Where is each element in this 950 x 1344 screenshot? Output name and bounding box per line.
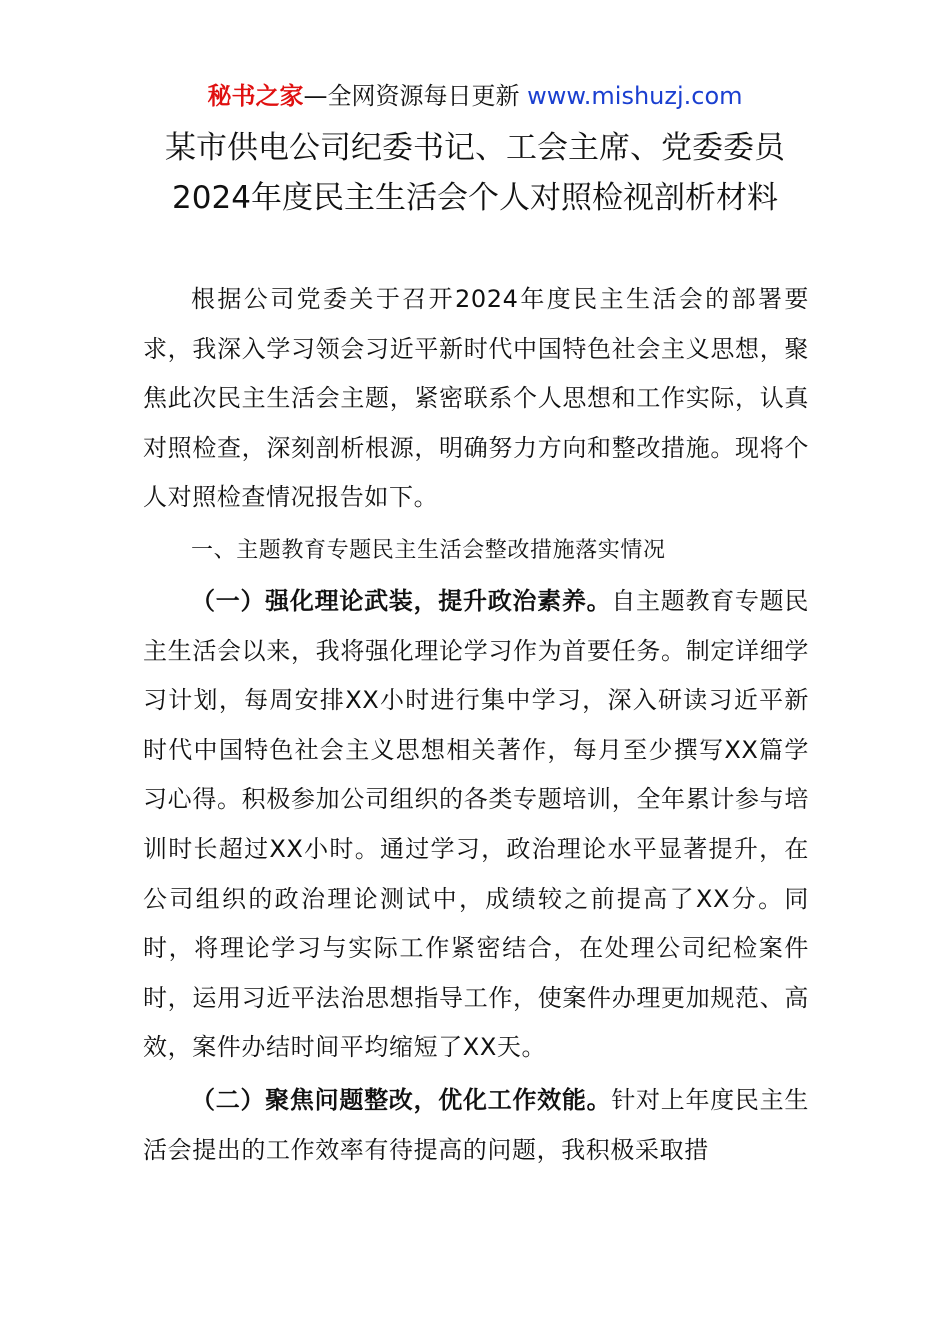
item-heading-2: （二）聚焦问题整改，优化工作效能。 [191,1085,612,1114]
item-paragraph-1 [143,577,809,1073]
banner-brand: 秘书之家 [207,82,304,110]
section-heading-1: 一、主题教育专题民主生活会整改措施落实情况 [191,537,666,563]
item-text-2: 针对上年度民主生活会提出的工作效率有待提高的问题，我积极采取措 [143,1085,809,1164]
banner-site-link[interactable]: www.mishuzj.com [527,82,743,110]
document-title-line-1: 某市供电公司纪委书记、工会主席、党委委员 [165,130,785,166]
item-heading-1: （一）强化理论武装，提升政治素养。 [191,586,612,615]
document-body [143,275,809,1175]
site-banner [0,80,950,112]
banner-tagline: —全网资源每日更新 [303,82,520,110]
item-text-1: 自主题教育专题民主生活会以来，我将强化理论学习作为首要任务。制定详细学习计划，每周安排XX小时进行集中学习，深入研读习近平新时代中国特色社会主义思想相关著作，每月至少撰写XX篇学习心得。积极参加公司组织的各类专题培训，全年累计参与培训时长超过XX小时。通过学习，政治理论水平显著提升，在公司组织的政治理论测试中，成绩较之前提高了XX分。同时，将理论学习与实际工作紧密结合，在处理公司纪检案件时，运用习近平法治思想指导工作，使案件办理更加规范、高效，案件办结时间平均缩短了XX天。 [143,586,809,1062]
item-paragraph-2 [143,1076,809,1175]
document-title-line-2: 2024年度民主生活会个人对照检视剖析材料 [172,180,778,216]
intro-paragraph: 根据公司党委关于召开2024年度民主生活会的部署要求，我深入学习领会习近平新时代中国特色社会主义思想，聚焦此次民主生活会主题，紧密联系个人思想和工作实际，认真对照检查，深刻剖析根源，明确努力方向和整改措施。现将个人对照检查情况报告如下。 [143,285,809,512]
